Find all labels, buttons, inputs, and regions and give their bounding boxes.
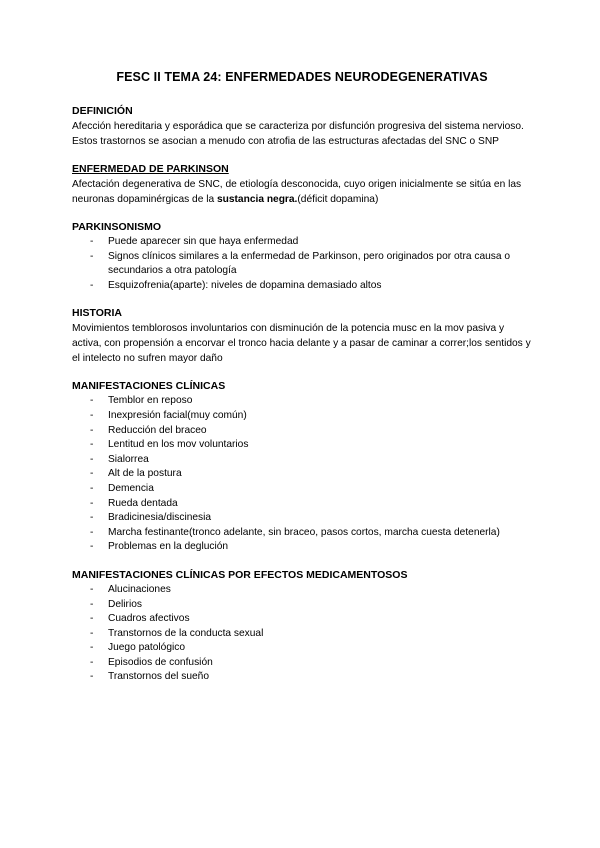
list-item <box>72 526 532 541</box>
definicion-text: Afección hereditaria y esporádica que se caracteriza por disfunción progresiva del sistema nervioso. Estos trastornos se asocian a menudo con atrofia de las estructuras afectadas del SNC o SNP <box>72 121 524 147</box>
dash-bullet-icon: - <box>90 642 94 654</box>
list-item-text: Transtornos del sueño <box>108 671 209 683</box>
dash-bullet-icon: - <box>90 497 94 509</box>
dash-bullet-icon: - <box>90 613 94 625</box>
section-parkinsonismo <box>72 220 532 293</box>
dash-bullet-icon: - <box>90 671 94 683</box>
dash-bullet-icon: - <box>90 236 94 247</box>
manifestaciones-list <box>72 394 532 555</box>
list-item <box>72 612 532 627</box>
list-item <box>72 438 532 453</box>
dash-bullet-icon: - <box>90 656 94 668</box>
dash-bullet-icon: - <box>90 395 94 407</box>
list-item <box>72 279 532 294</box>
section-heading-definicion: DEFINICIÓN <box>72 105 133 117</box>
list-item <box>72 482 532 497</box>
list-item-text: Episodios de confusión <box>108 656 213 668</box>
section-heading-manifestaciones: MANIFESTACIONES CLÍNICAS <box>72 380 226 393</box>
section-medicamentosos <box>72 568 532 685</box>
parkinson-text-end: (déficit dopamina) <box>297 194 379 205</box>
list-item-text: Lentitud en los mov voluntarios <box>108 439 249 451</box>
list-item <box>72 235 532 250</box>
dash-bullet-icon: - <box>90 541 94 553</box>
list-item <box>72 453 532 468</box>
list-item-text: Esquizofrenia(aparte): niveles de dopamina demasiado altos <box>108 279 382 291</box>
dash-bullet-icon: - <box>90 439 94 451</box>
dash-bullet-icon: - <box>90 526 94 538</box>
list-item-text: Bradicinesia/discinesia <box>108 512 212 524</box>
list-item <box>72 511 532 526</box>
section-parkinson <box>72 162 532 207</box>
list-item <box>72 250 532 279</box>
list-item <box>72 627 532 642</box>
list-item <box>72 656 532 671</box>
dash-bullet-icon: - <box>90 482 94 494</box>
dash-bullet-icon: - <box>90 409 94 421</box>
section-heading-parkinsonismo: PARKINSONISMO <box>72 221 162 233</box>
list-item-text: Puede aparecer sin que haya enfermedad <box>108 236 299 247</box>
list-item-text: Problemas en la deglución <box>108 541 229 553</box>
dash-bullet-icon: - <box>90 598 94 610</box>
dash-bullet-icon: - <box>90 453 94 465</box>
list-item <box>72 424 532 439</box>
dash-bullet-icon: - <box>90 512 94 524</box>
parkinson-text-bold: sustancia negra. <box>216 194 298 205</box>
list-item <box>72 467 532 482</box>
medicamentosos-list <box>72 583 532 685</box>
list-item <box>72 497 532 512</box>
list-item-text: Inexpresión facial(muy común) <box>108 409 247 421</box>
section-heading-historia: HISTORIA <box>72 307 122 320</box>
dash-bullet-icon: - <box>90 583 94 595</box>
section-manifestaciones <box>72 379 532 555</box>
dash-bullet-icon: - <box>90 468 94 480</box>
historia-text: Movimientos temblorosos involuntarios con disminución de la potencia musc en la mov pasiva y activa, con propensión a encorvar el tronco hacia delante y a pasar de caminar a correr;los sentidos y el intelecto no sufren mayor daño <box>72 323 531 365</box>
list-item-text: Cuadros afectivos <box>108 613 190 625</box>
list-item-text: Alt de la postura <box>108 468 182 480</box>
parkinson-text-start: Afectación degenerativa de SNC, de etiología desconocida, cuyo origen inicialmente se sitúa en las neuronas dopaminérgicas de la <box>72 179 522 205</box>
dash-bullet-icon: - <box>90 424 94 436</box>
list-item-text: Signos clínicos similares a la enfermedad de Parkinson, pero originados por otra causa o secundarios a otra patología <box>108 250 511 277</box>
section-definicion <box>72 104 532 149</box>
list-item-text: Rueda dentada <box>108 497 178 509</box>
list-item-text: Transtornos de la conducta sexual <box>108 627 264 639</box>
list-item <box>72 409 532 424</box>
list-item <box>72 583 532 598</box>
list-item <box>72 598 532 613</box>
list-item <box>72 641 532 656</box>
parkinsonismo-list <box>72 235 532 293</box>
document-page <box>72 70 532 698</box>
list-item-text: Temblor en reposo <box>108 395 193 407</box>
list-item-text: Sialorrea <box>108 453 149 465</box>
list-item <box>72 394 532 409</box>
dash-bullet-icon: - <box>90 279 94 291</box>
list-item <box>72 670 532 685</box>
list-item-text: Marcha festinante(tronco adelante, sin braceo, pasos cortos, marcha cuesta detenerla) <box>108 526 500 538</box>
section-historia <box>72 306 532 366</box>
dash-bullet-icon: - <box>90 250 94 262</box>
list-item-text: Alucinaciones <box>108 583 171 595</box>
section-heading-medicamentosos: MANIFESTACIONES CLÍNICAS POR EFECTOS MEDICAMENTOSOS <box>72 568 408 581</box>
section-heading-parkinson: ENFERMEDAD DE PARKINSON <box>72 163 229 175</box>
list-item-text: Demencia <box>108 482 154 494</box>
dash-bullet-icon: - <box>90 627 94 639</box>
document-title: FESC II TEMA 24: ENFERMEDADES NEURODEGENERATIVAS <box>116 70 488 84</box>
list-item-text: Reducción del braceo <box>108 424 207 436</box>
list-item-text: Juego patológico <box>108 642 186 654</box>
list-item-text: Delirios <box>108 598 142 610</box>
list-item <box>72 540 532 555</box>
parkinson-text <box>72 177 532 207</box>
